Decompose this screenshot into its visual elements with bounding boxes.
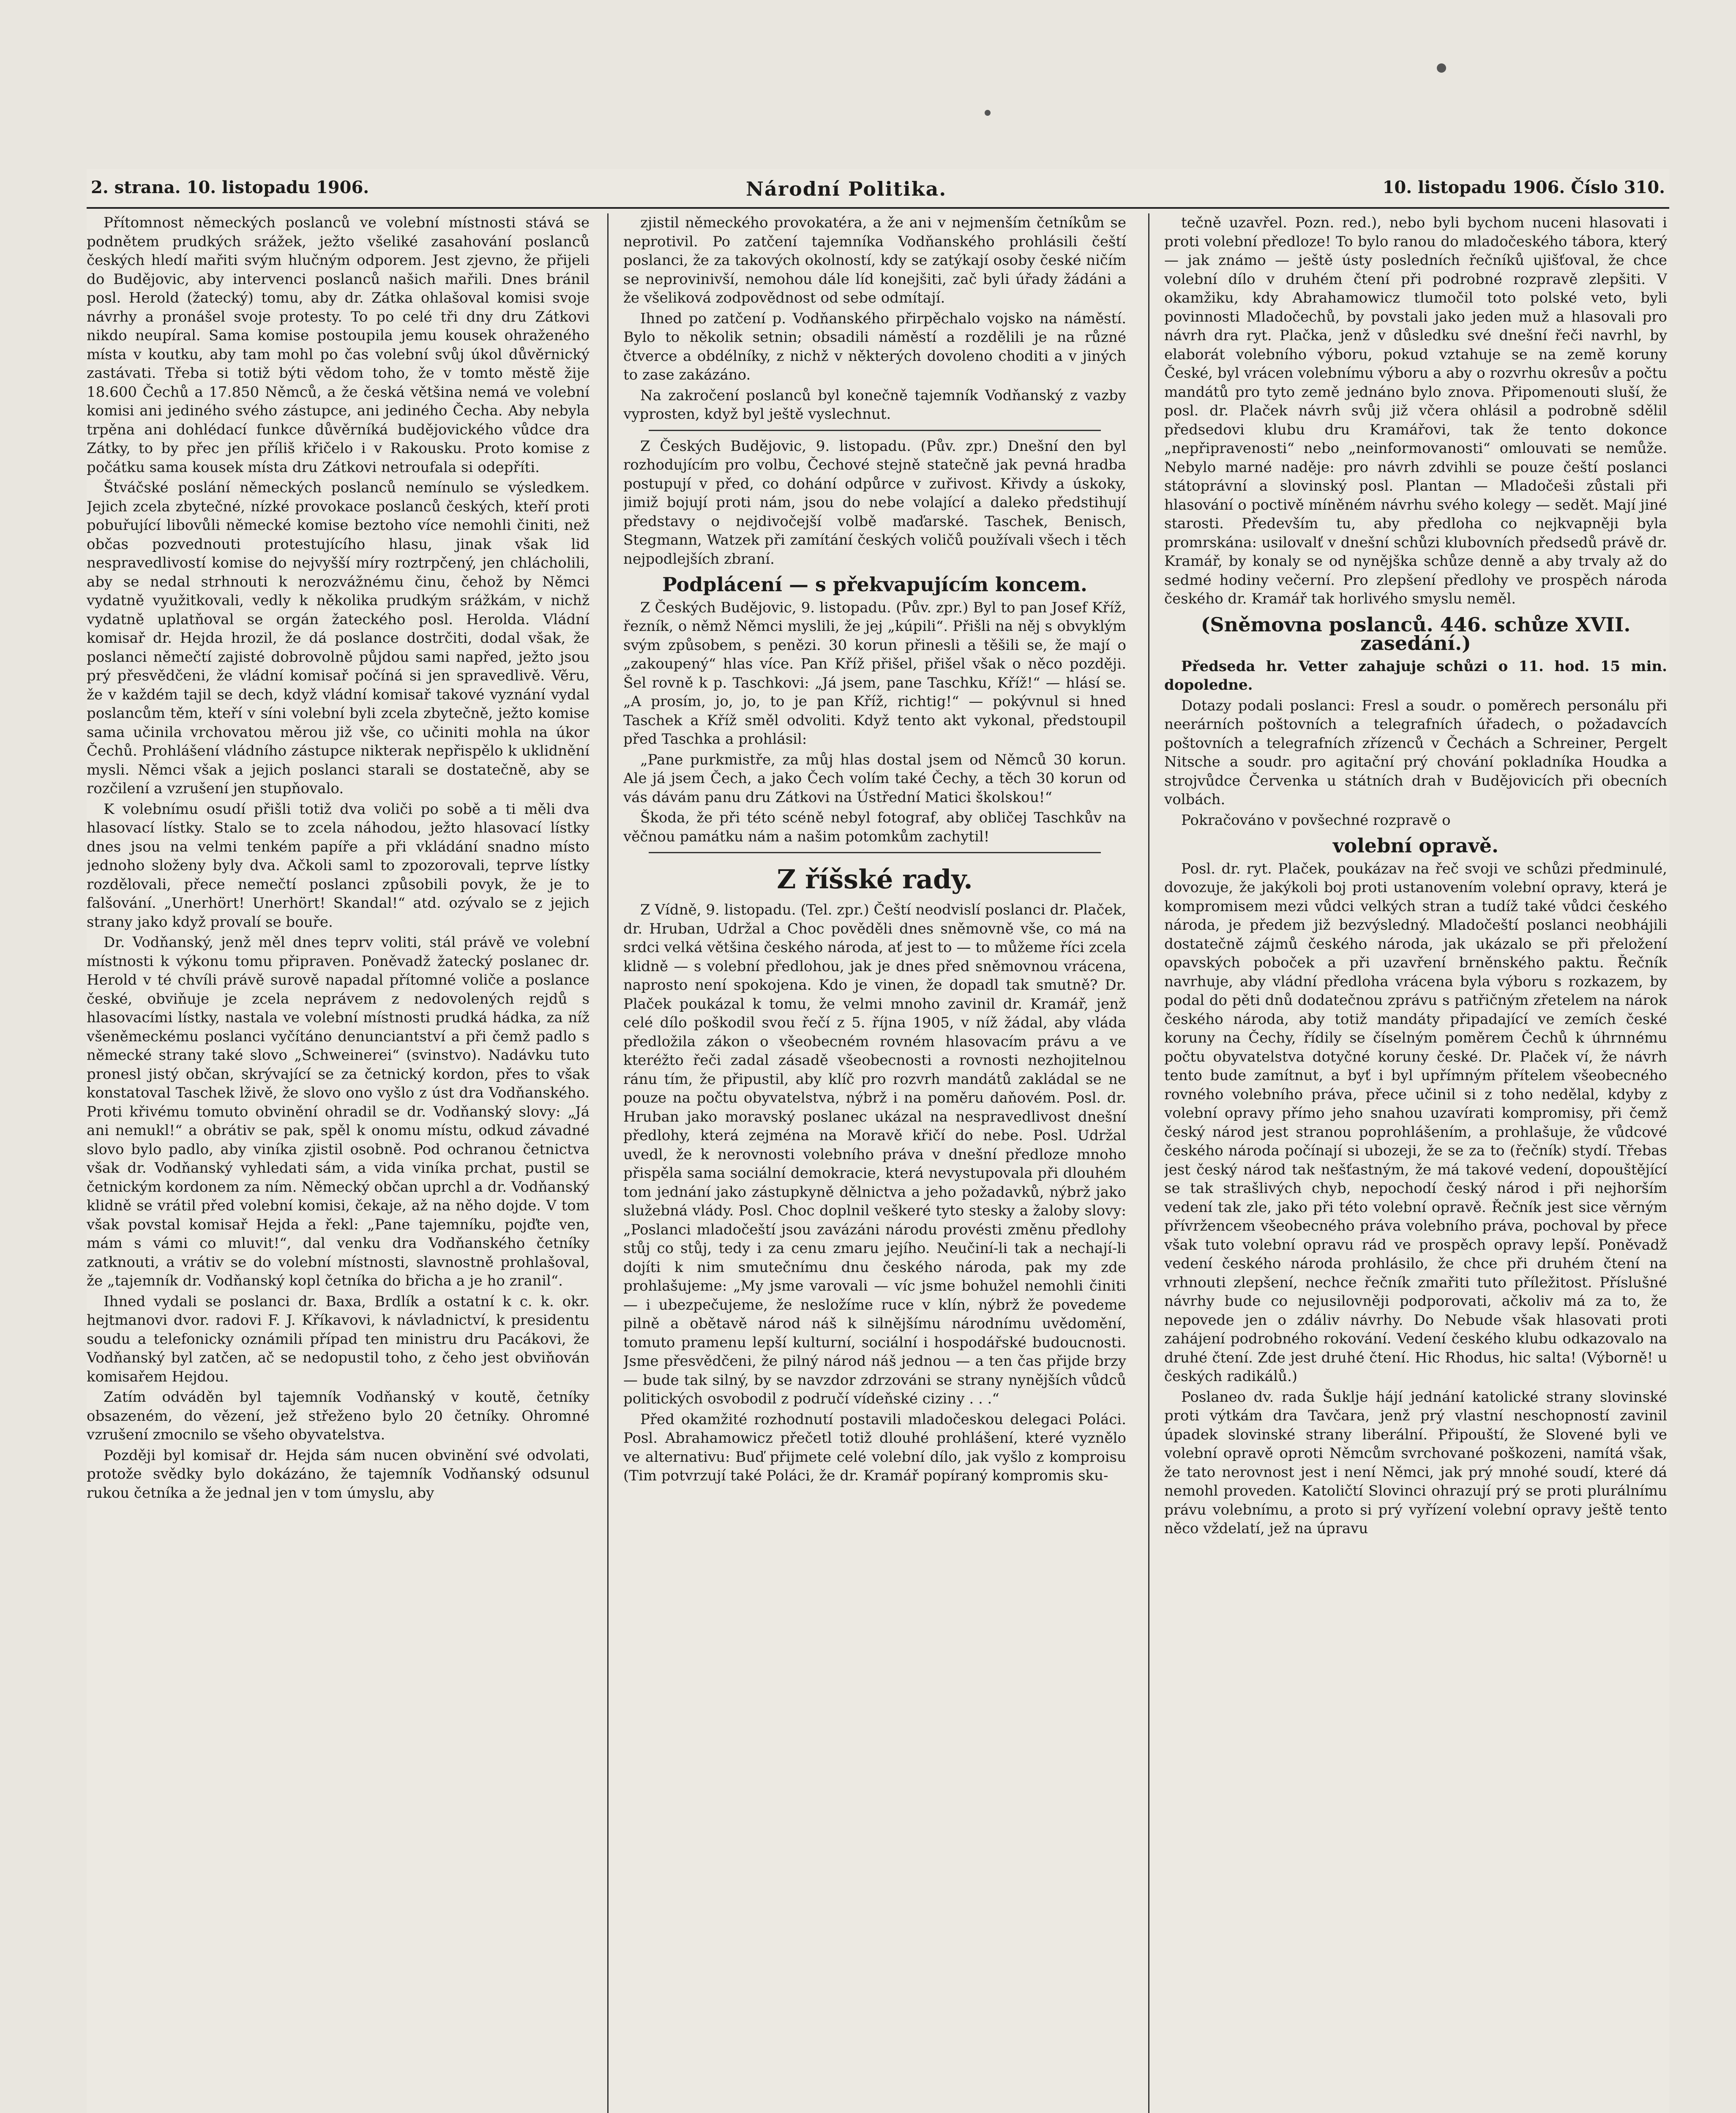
column-divider	[607, 213, 609, 2113]
paragraph: Z Českých Budějovic, 9. listopadu. (Pův. zpr.) Dnešní den byl rozhodujícím pro volbu, Čechové stejně statečně jak pevná hradba postupují v před, co dohání odpůrce v zuřivost. Křivdy a úskoky, jimiž bojují proti nám, jsou do nebe volající a daleko předstihují představy o nejdivočejší volbě maďarské. Taschek, Benisch, Stegmann, Watzek při zamítání českých voličů používali všech i těch nejpodlejších zbraní.	[623, 437, 1126, 568]
section-rule	[649, 852, 1101, 853]
paragraph: K volebnímu osudí přišli totiž dva voliči po sobě a ti měli dva hlasovací lístky. Stalo se to zcela náhodou, ježto hlasovací lístky dnes jsou na velmi tenkém papíře a při vkládání snadno místo jednoho složeny byly dva. Ačkoli saml to zpozorovali, teprve lístky rozdělovali, přece nemečtí poslanci způsobili povyk, že je to falšování. „Unerhört! Unerhört! Skandal!“ atd. ozývalo se z jejich strany jako když provalí se bouře.	[87, 800, 590, 931]
column-divider	[1148, 213, 1149, 2113]
paragraph: Zatím odváděn byl tajemník Vodňanský v koutě, četníky obsazeném, do vězení, jež střeženo bylo 20 četníky. Ohromné vzrušení zmocnilo se všeho obyvatelstva.	[87, 1389, 590, 1443]
paragraph: zjistil německého provokatéra, a že ani v nejmenším četníkům se neprotivil. Po zatčení tajemníka Vodňanského prohlásili čeští poslanci, že za takových okolností, kdy se zatýkají osoby české ničím se neprovinivší, nemohou dále líd konejšiti, zač byli úřady žádáni a že všeliková zodpovědnost od sebe odmítají.	[623, 214, 1126, 306]
header-date-right: 10. listopadu 1906. Číslo 310.	[1382, 177, 1665, 197]
newspaper-page	[87, 169, 1669, 2113]
paragraph: Dr. Vodňanský, jenž měl dnes teprv voliti, stál právě ve volební místnosti k výkonu tomu připraven. Poněvadž žatecký poslanec dr. Herold v té chvíli právě surově napadal přítomné voliče a poslance české, obviňuje je zcela neprávem z nedovolených rejdů s hlasovacími lístky, nastala ve volební místnosti prudká hádka, za níž všeněmeckému poslanci vyčítáno denunciantství a při čemž padlo s německé strany také slovo „Schweinerei“ (svinstvo). Nadávku tuto pronesl jistý občan, skrývající se za četnický kordon, přes to však konstatoval Taschek lživě, že slovo ono vyšlo z úst dra Vodňanského. Proti křivému tomuto obvinění ohradil se dr. Vodňanský slovy: „Já ani nemukl!“ a obrátiv se pak, spěl k onomu místu, odkud závadné slovo bylo padlo, aby viníka zjistil osobně. Pod ochranou četnictva však dr. Vodňanský vyhledati sám, a vida viníka prchat, pustil se četnickým kordonem za ním. Německý občan uprchl a dr. Vodňanský klidně se vrátil před volební komisi, čekaje, až na něho dojde. V tom však povstal komisař Hejda a řekl: „Pane tajemníku, pojďte ven, mám s vámi co mluvit!“, dal venku dra Vodňanského četníky zatknouti, a vrátiv se do volební místnosti, slavnostně prohlašoval, že „tajemník dr. Vodňanský kopl četníka do břicha a je ho zranil“.	[87, 934, 590, 1289]
paragraph: Škoda, že při této scéně nebyl fotograf, aby obličej Taschkův na věčnou památku nám a našim potomkům zachytil!	[623, 809, 1126, 845]
ink-speck	[1437, 63, 1446, 73]
paragraph: Přítomnost německých poslanců ve volební místnosti stává se podnětem prudkých srážek, ježto všeliké zasahování poslanců českých hledí mařiti svým hlučným odporem. Jest zjevno, že přijeli do Budějovic, aby intervenci poslanců našich mařili. Dnes bránil posl. Herold (žatecký) tomu, aby dr. Zátka ohlašoval komisi svoje návrhy a pronášel svoje protesty. To po celé tři dny dru Zátkovi nikdo neupíral. Sama komise postoupila jemu kousek ohraženého místa v koutku, aby tam mohl po čas volební svůj úkol důvěrnický zastávati. Třeba si totiž býti vědom toho, že v tomto městě žije 18.600 Čechů a 17.850 Němců, a že česká většina nemá ve volební komisi ani jediného svého zástupce, ani jediného Čecha. Aby nebyla trpěna ani dohlédací funkce důvěrníká budějovického vůdce dra Zátky, to by přec jen příliš křičelo i v Rakousku. Proto komise z počátku sama kousek místa dru Zátkovi netroufala si odepříti.	[87, 214, 590, 476]
paragraph: „Pane purkmistře, za můj hlas dostal jsem od Němců 30 korun. Ale já jsem Čech, a jako Čech volím také Čechy, a těch 30 korun od vás dávám panu dru Zátkovi na Ústřední Matici školskou!“	[623, 751, 1126, 806]
masthead-title: Národní Politika.	[746, 177, 947, 200]
paragraph: Posl. dr. ryt. Plaček, poukázav na řeč svoji ve schůzi předminulé, dovozuje, že jakýkoli boj proti ustanovením volební opravy, která je kompromisem mezi vůdci velkých stran a tudíž také vůdci českého národa, je předem již bezvýsledný. Mladočeští poslanci neobhájili dostatečně zájmů českého národa, jak ukázalo se při přeložení opavských poboček a při uzavření brněnského paktu. Řečník navrhuje, aby vládní předloha vrácena byla výboru s rozkazem, by podal do pěti dnů dodatečnou zprávu s patřičným zřetelem na nárok českého národa, aby totiž mandáty připadající ve zemích české koruny na Čechy, řídily se číselným poměrem Čechů k úhrnnému počtu obyvatelstva dotyčné koruny české. Dr. Plaček ví, že návrh tento bude zamítnut, a byť i byl upřímným přítelem všeobecného rovného volebního práva, přece učinil si z toho nedělal, kdyby z volební opravy přímo jeho snahou uzavírati kompromisy, při čemž český národ jest stranou poprohlášením, a prohlašuje, že vůdcové českého národa počínají si ubozeji, že se za to (řečník) stydí. Třebas jest český národ tak nešťastným, že má takové vedení, dopouštějící se tak strašlivých chyb, nepochodí český národ i při nejhorším vedení tak zle, jako při této volební opravě. Řečník jest sice věrným přívržencem všeobecného práva volebního práva, pochoval by přece však tuto volební opravu rád ve prospěch opravy lepší. Poněvadž vedení českého národa prohlásilo, že chce při druhém čtení na vrhnouti zlepšení, nechce řečník zmařiti tuto příležitost. Příslušné návrhy bude co nejusilovněji podporovati, ačkoliv má za to, že nepovede jen o zdáliv návrhy. Do Nebude však hlasovati proti zahájení podrobného rokování. Vedení českého klubu odkazovalo na druhé čtení. Zde jest druhé čtení. Hic Rhodus, hic salta! (Výborně! u českých radikálů.)	[1164, 860, 1667, 1385]
paragraph: Poslaneo dv. rada Šuklje hájí jednání katolické strany slovinské proti výtkám dra Tavčara, jenž prý vlastní neschopností zavinil úpadek slovinské strany liberální. Připouští, že Slovené byli ve volební opravě oproti Němcům svrchované poškozeni, namítá však, že tato nerovnost jest i není Němci, jak prý mnohé soudí, které dá nemohl proveden. Katoličtí Slovinci ohrazují prý se proti plurálnímu právu volebnímu, a proto si prý vyřízení volební opravy ještě tento něco vždelatí, jež na úpravu	[1164, 1388, 1667, 1537]
column-3	[1164, 213, 1667, 2113]
paragraph: Štváčské poslání německých poslanců nemínulo se výsledkem. Jejich zcela zbytečné, nízké provokace poslanců českých, kteří proti pobuřující libovůli německé komise beztoho více nemohli činiti, než občas pozvednouti protestujícího hlasu, jinak však lid nespravedlivostí komise do nejvyšší míry roztrpčený, jen chlácholili, aby se nedal strhnouti k nerozvážnému činu, čehož by Němci vydatně využitkovali, vedly k několika prudkým srážkám, v nichž vydatně uplatňoval se orgán žateckého posl. Herolda. Vládní komisař dr. Hejda hrozil, že dá poslance dostrčiti, dodal však, že poslanci němečtí zajisté dobrovolně půjdou sami napřed, ježto jsou prý přesvědčeni, že vládní komisař počíná si jen spravedlivě. Věru, že v každém tajil se dech, když vládní komisař takové vyznání vydal poslancům těm, kteří v síni volební byli zcela zbytečně, ježto komise sama učinila vrchovatou měrou již vše, co učiniti mohla na úkor Čechů. Prohlášení vládního zástupce nikterak nepřispělo k uklidnění mysli. Němci však a jejich poslanci starali se dostatečně, aby se rozčilení a vzrušení jen stupňovalo.	[87, 479, 590, 797]
article-heading-reichsrat: Z říšské rady.	[777, 864, 973, 895]
paragraph: Dotazy podali poslanci: Fresl a soudr. o poměrech personálu při neerárních poštovních a telegrafních úřadech, o požadavcích poštovních a telegrafních zřízenců v Čechách a Schreiner, Pergelt Nitsche a soudr. pro agitační prý chování pokladníka Houdka a strojvůdce Červenka u státních drah v Budějovicích při obecních volbách.	[1164, 697, 1667, 808]
header-date-left: 2. strana. 10. listopadu 1906.	[91, 177, 369, 197]
paragraph: tečně uzavřel. Pozn. red.), nebo byli bychom nuceni hlasovati i proti volební předloze! To bylo ranou do mladočeského tábora, který — jak známo — ještě ústy posledních řečníků ujišťoval, že chce volební dílo v druhém čtení při podrobné rozpravě zlepšiti. V okamžiku, kdy Abrahamowicz tlumočil toto polské veto, byli povinnosti Mladočechů, by povstali jako jeden muž a hlasovali pro návrh dra ryt. Plačka, jenž v důsledku své dnešní řeči navrhl, by elaborát volebního výboru, pokud vztahuje se na země koruny České, byl vrácen volebnímu výboru a aby o rozvrhu okresův a počtu mandátů pro tyto země jednáno bylo znova. Připomenouti sluší, že posl. dr. Plaček návrh svůj již včera ohlásil a podrobně sdělil předsedovi klubu dru Kramářovi, tak že tento dokonce „nepřipravenosti“ nebo „neinformovanosti“ omlouvati se nemůže. Nebylo marné naděje: pro návrh zdvihli se pouze čeští poslanci státoprávní a slovinský posl. Plantan — Mladočeši zůstali při hlasování o poctivě míněném návrhu svého kolegy — sedět. Mají jiné starosti. Především tu, aby předloha co nejkvapněji byla promrskána: usilovalť v dnešní schůzi klubovních předsedů právě dr. Kramář, by konaly se od nynějška schůze denně a aby trvaly až do sedmé hodiny večerní. Pro zlepšení předlohy ve prospěch národa českého dr. Kramář tak horlivého smyslu neměl.	[1164, 214, 1667, 607]
column-2	[623, 213, 1126, 2113]
paragraph: Později byl komisař dr. Hejda sám nucen obvinění své odvolati, protože svědky bylo dokázáno, že tajemník Vodňanský odsunul rukou četníka a že jednal jen v tom úmyslu, aby	[87, 1447, 590, 1501]
paragraph: Před okamžité rozhodnutí postavili mladočeskou delegaci Poláci. Posl. Abrahamowicz přečetl totiž dlouhé prohlášení, které vyznělo ve alternativu: Buď přijmete celé volební dílo, jak vyšlo z komproisu (Tim potvrzují také Poláci, že dr. Kramář popíraný kompromis sku-	[623, 1411, 1126, 1484]
section-heading-reform: volební opravě.	[1332, 834, 1499, 857]
section-heading-session: (Sněmovna poslanců. 446. schůze XVII. zasedání.)	[1201, 613, 1631, 655]
paragraph: Pokračováno v povšechné rozpravě o	[1181, 811, 1451, 829]
paragraph: Ihned vydali se poslanci dr. Baxa, Brdlík a ostatní k c. k. okr. hejtmanovi dvor. radovi F. J. Kříkavovi, k návladnictví, k presidentu soudu a telefonicky oznámili případ ten ministru dru Pacákovi, že Vodňanský byl zatčen, ač se nedopustil toho, z čeho jest obviňován komisařem Hejdou.	[87, 1293, 590, 1385]
header-rule	[87, 207, 1669, 209]
paragraph: Ihned po zatčení p. Vodňanského přirpěchalo vojsko na náměstí. Bylo to několik setnin; obsadili náměstí a rozdělili je na různé čtverce a obdélníky, z nichž v některých dovoleno choditi a v jiných to zase zakázáno.	[623, 310, 1126, 383]
paragraph: Na zakročení poslanců byl konečně tajemník Vodňanský z vazby vyprosten, když byl ještě vyslechnut.	[623, 387, 1126, 423]
paragraph: Z Českých Budějovic, 9. listopadu. (Pův. zpr.) Byl to pan Josef Kříž, řezník, o němž Němci myslili, že jej „kúpili“. Přišli na něj s obvyklým svým způsobem, s penězi. 30 korun přinesli a těšili se, že mají o „zakoupený“ hlas více. Pan Kříž přišel, přišel však o něco později. Šel rovně k p. Taschkovi: „Já jsem, pane Taschku, Kříž!“ — hlásí se. „A prosím, jo, jo, to je pan Kříž, richtig!“ — pokývnul si hned Taschek a Kříž směl odvoliti. Když tento akt vykonal, předstoupil před Taschka a prohlásil:	[623, 599, 1126, 748]
ink-speck	[985, 110, 991, 116]
page-header	[87, 177, 1669, 203]
paragraph: Z Vídně, 9. listopadu. (Tel. zpr.) Čeští neodvislí poslanci dr. Plaček, dr. Hruban, Udržal a Choc pověděli dnes sněmovně vše, co má na srdci velká většina českého národa, ať jest to — to můžeme říci zcela klidně — s volební předlohou, jak je dnes před sněmovnou vrácena, naprosto není spokojena. Kdo je vinen, že dopadl tak smutně? Dr. Plaček poukázal k tomu, že velmi mnoho zavinil dr. Kramář, jenž celé dílo poškodil svou řečí z 5. října 1905, v níž žádal, aby vláda předložila zákon o všeobecném rovném hlasovacím právu a ve kteréžto řeči zadal zásadě všeobecnosti a rovnosti nezhojitelnou ránu tím, že připustil, aby klíč pro rozvrh mandátů zakládal se ne pouze na počtu obyvatelstva, nýbrž i na poměru daňovém. Posl. dr. Hruban jako moravský poslanec ukázal na nespravedlivost dnešní předlohy, která zejména na Moravě křičí do nebe. Posl. Udržal uvedl, že k nerovnosti volebního práva v dnešní předloze mnoho přispěla sama sociální demokracie, která nevystupovala při dlouhém tom jednání jako zástupkyně dělnictva a jeho požadavků, nýbrž jako služebná vlády. Posl. Choc doplnil veškeré tyto stesky a žaloby slovy: „Poslanci mladočeští jsou zavázáni národu provésti změnu předlohy stůj co stůj, tedy i za cenu zmaru jejího. Neučiní-li tak a nechají-li dojíti k nim smutečnímu dnu českého národa, pak my zde prohlašujeme: „My jsme varovali — víc jsme bohužel nemohli činiti — i ubezpečujeme, že nesložíme ruce v klín, nýbrž že povedeme pilně a obětavě národ náš k silnějšímu národnímu uvědomění, tomuto pramenu lepší kulturní, sociální i hospodářské budoucnosti. Jsme přesvědčeni, že pilný národ náš jednou — a ten čas přijde brzy — bude tak silný, by se navzdor zdrzováni se strany nynějších vůdců politických osvobodil z područí vídeňské ciziny . . .“	[623, 901, 1126, 1407]
paragraph: Předseda hr. Vetter zahajuje schůzi o 11. hod. 15 min. dopoledne.	[1164, 658, 1667, 693]
section-rule	[649, 430, 1101, 431]
column-1	[87, 213, 590, 2113]
article-heading-bribery: Podplácení — s překvapujícím koncem.	[662, 573, 1087, 596]
